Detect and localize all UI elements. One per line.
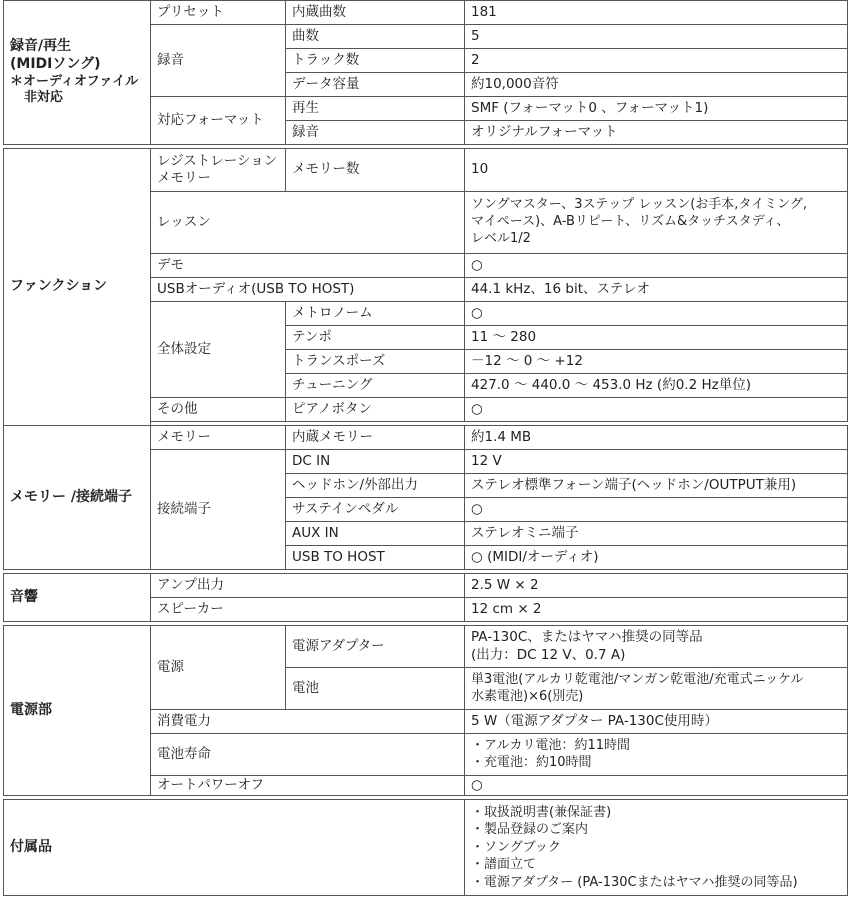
item-recording: 録音	[151, 25, 286, 97]
item-demo: デモ	[151, 254, 465, 278]
sub-aux-in: AUX IN	[286, 522, 465, 546]
sub-dc-in: DC IN	[286, 450, 465, 474]
spec-table	[3, 0, 848, 896]
sub-internal-memory: 内蔵メモリー	[286, 426, 465, 450]
item-general-settings: 全体設定	[151, 302, 286, 398]
value-tempo: 11 ～ 280	[465, 326, 848, 350]
battery-life-line-1: ・アルカリ電池：約11時間	[471, 737, 631, 753]
lesson-line-3: レベル1/2	[471, 230, 531, 246]
value-data-capacity: 約10,000音符	[465, 73, 848, 97]
sub-tempo: テンポ	[286, 326, 465, 350]
value-track-count: 2	[465, 49, 848, 73]
value-power-consumption: 5 W（電源アダプター PA-130C使用時）	[465, 710, 848, 734]
value-headphones: ステレオ標準フォーン端子(ヘッドホン/OUTPUT兼用)	[465, 474, 848, 498]
sub-playback: 再生	[286, 97, 465, 121]
sub-data-capacity: データ容量	[286, 73, 465, 97]
accessory-item: ・電源アダプター (PA-130Cまたはヤマハ推奨の同等品)	[471, 874, 798, 890]
value-sustain-pedal: ○	[465, 498, 848, 522]
value-speakers: 12 cm × 2	[465, 598, 848, 622]
value-record-format: オリジナルフォーマット	[465, 121, 848, 145]
value-tuning: 427.0 ～ 440.0 ～ 453.0 Hz (約0.2 Hz単位)	[465, 374, 848, 398]
section-title-line: (MIDIソング)	[10, 55, 101, 72]
section-function-title: ファンクション	[4, 149, 151, 426]
value-piano-button: ○	[465, 398, 848, 422]
value-memory-count: 10	[465, 149, 848, 192]
sub-usb-to-host: USB TO HOST	[286, 546, 465, 570]
lesson-line-2: マイペース)、A-Bリピート、リズム&タッチスタディ、	[471, 214, 790, 230]
battery-line-1: 単3電池(アルカリ乾電池/マンガン乾電池/充電式ニッケル	[471, 671, 804, 687]
sub-record: 録音	[286, 121, 465, 145]
value-battery-life	[465, 734, 848, 776]
section-power-title: 電源部	[4, 626, 151, 796]
sub-metronome: メトロノーム	[286, 302, 465, 326]
value-aux-in: ステレオミニ端子	[465, 522, 848, 546]
section-recording-title	[4, 1, 151, 145]
sub-track-count: トラック数	[286, 49, 465, 73]
value-power-adapter	[465, 626, 848, 668]
item-power-consumption: 消費電力	[151, 710, 465, 734]
note-audio-unsupported-2: 非対応	[24, 90, 64, 106]
accessory-item: ・取扱説明書(兼保証書)	[471, 804, 612, 820]
adapter-line-1: PA-130C、またはヤマハ推奨の同等品	[471, 629, 703, 646]
registration-line-1: レジストレーション	[157, 152, 278, 169]
item-amp-output: アンプ出力	[151, 574, 465, 598]
accessory-item: ・製品登録のご案内	[471, 822, 589, 838]
sub-transpose: トランスポーズ	[286, 350, 465, 374]
sub-piano-button: ピアノボタン	[286, 398, 465, 422]
section-acoustic-title: 音響	[4, 574, 151, 622]
sub-internal-songs: 内蔵曲数	[286, 1, 465, 25]
sub-headphones: ヘッドホン/外部出力	[286, 474, 465, 498]
registration-line-2: メモリー	[157, 170, 211, 186]
value-batteries	[465, 668, 848, 710]
value-dc-in: 12 V	[465, 450, 848, 474]
section-accessories-title: 付属品	[4, 800, 465, 896]
note-audio-unsupported: ＊オーディオファイル	[10, 73, 139, 89]
item-connectors: 接続端子	[151, 450, 286, 570]
value-playback-format: SMF (フォーマット0 、フォーマット1)	[465, 97, 848, 121]
item-usb-audio: USBオーディオ(USB TO HOST)	[151, 278, 465, 302]
section-memory-title: メモリー /接続端子	[4, 426, 151, 570]
sub-song-count: 曲数	[286, 25, 465, 49]
value-metronome: ○	[465, 302, 848, 326]
value-song-count: 5	[465, 25, 848, 49]
sub-batteries: 電池	[286, 668, 465, 710]
value-demo: ○	[465, 254, 848, 278]
item-auto-power-off: オートパワーオフ	[151, 776, 465, 796]
value-amp-output: 2.5 W × 2	[465, 574, 848, 598]
accessory-item: ・ソングブック	[471, 839, 561, 855]
value-usb-audio: 44.1 kHz、16 bit、ステレオ	[465, 278, 848, 302]
item-power-source: 電源	[151, 626, 286, 710]
item-memory: メモリー	[151, 426, 286, 450]
battery-line-2: 水素電池)×6(別売)	[471, 688, 584, 704]
value-internal-songs: 181	[465, 1, 848, 25]
accessory-item: ・譜面立て	[471, 857, 537, 873]
item-preset: プリセット	[151, 1, 286, 25]
item-battery-life: 電池寿命	[151, 734, 465, 776]
value-lesson	[465, 192, 848, 254]
item-registration-memory	[151, 149, 286, 192]
item-other: その他	[151, 398, 286, 422]
battery-life-line-2: ・充電池：約10時間	[471, 754, 592, 770]
value-usb-to-host: ○ (MIDI/オーディオ)	[465, 546, 848, 570]
item-speakers: スピーカー	[151, 598, 465, 622]
item-formats: 対応フォーマット	[151, 97, 286, 145]
sub-sustain-pedal: サステインペダル	[286, 498, 465, 522]
value-accessories	[465, 800, 848, 896]
item-lesson: レッスン	[151, 192, 465, 254]
adapter-line-2: (出力：DC 12 V、0.7 A)	[471, 646, 626, 663]
value-transpose: －12 ～ 0 ～ +12	[465, 350, 848, 374]
sub-power-adapter: 電源アダプター	[286, 626, 465, 668]
sub-memory-count: メモリー数	[286, 149, 465, 192]
section-title-line: 録音/再生	[10, 37, 72, 54]
lesson-line-1: ソングマスター、3ステップ レッスン(お手本,タイミング,	[471, 197, 808, 213]
value-internal-memory: 約1.4 MB	[465, 426, 848, 450]
value-auto-power-off: ○	[465, 776, 848, 796]
sub-tuning: チューニング	[286, 374, 465, 398]
